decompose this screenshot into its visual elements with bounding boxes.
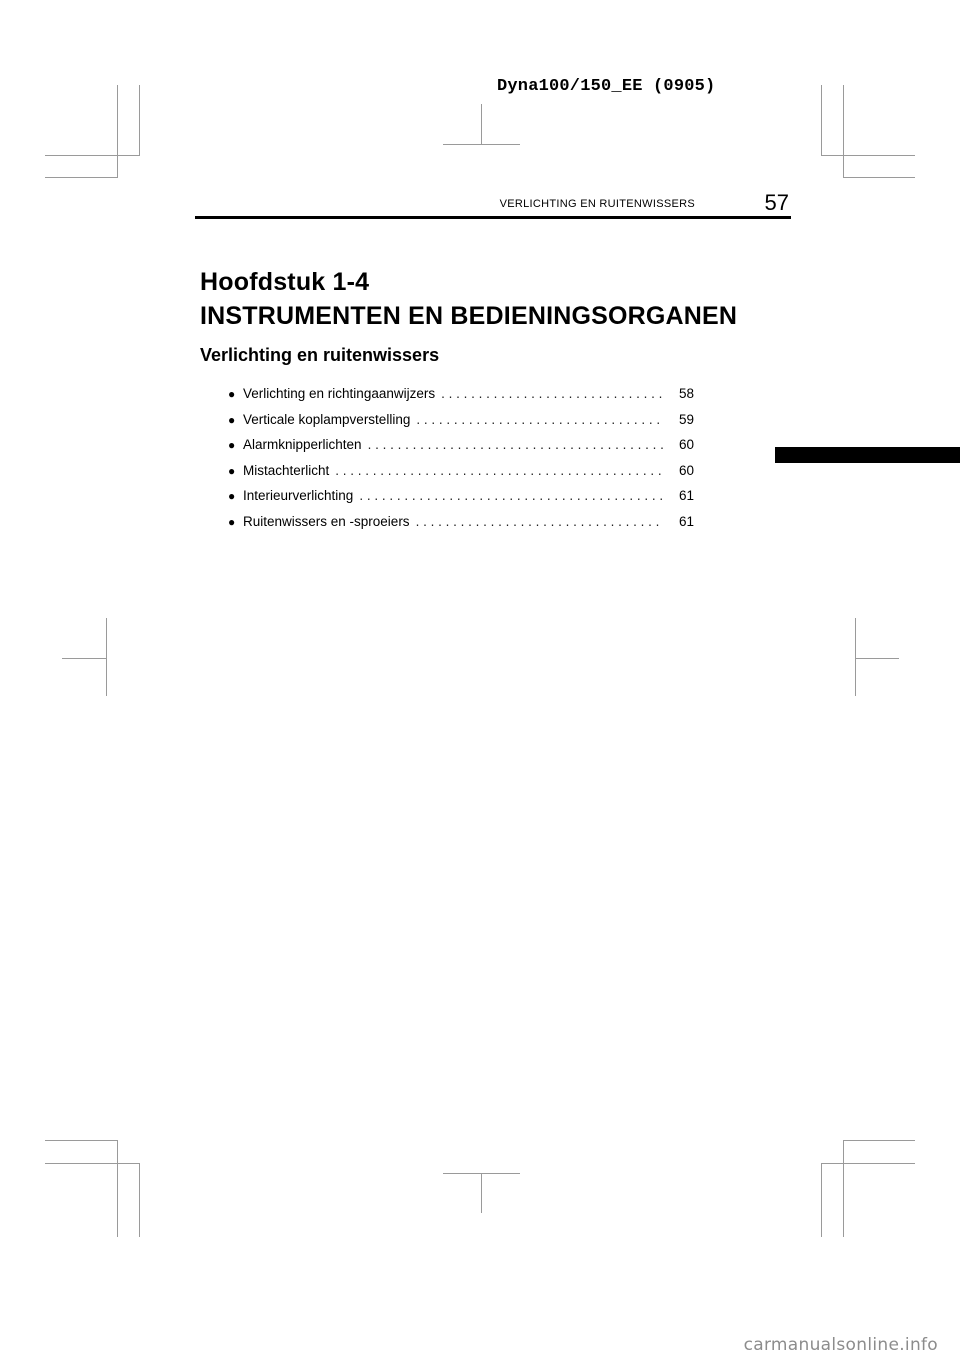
crop-mark	[45, 177, 117, 178]
crop-mark	[443, 144, 520, 145]
running-header-section: VERLICHTING EN RUITENWISSERS	[499, 198, 695, 210]
crop-mark	[45, 1140, 117, 1141]
toc-item-page: 61	[678, 488, 694, 504]
chapter-title: INSTRUMENTEN EN BEDIENINGSORGANEN	[200, 302, 738, 330]
header-rule	[195, 216, 791, 219]
crop-mark	[45, 1163, 139, 1164]
toc-item[interactable]	[228, 386, 694, 412]
crop-mark	[855, 618, 856, 696]
toc-item[interactable]	[228, 463, 694, 489]
bullet-icon: ●	[228, 387, 236, 401]
crop-mark	[843, 1140, 915, 1141]
bullet-icon: ●	[228, 412, 236, 427]
crop-mark	[139, 1163, 140, 1237]
bullet-icon: ●	[228, 489, 236, 504]
crop-mark	[106, 618, 107, 696]
chapter-thumb-tab	[775, 447, 960, 463]
chapter-number: Hoofdstuk 1-4	[200, 268, 370, 296]
toc-item-page: 60	[678, 462, 694, 478]
toc-item-label: Ruitenwissers en -sproeiers	[243, 513, 410, 529]
bullet-icon: ●	[228, 514, 236, 529]
crop-mark	[117, 1140, 118, 1237]
crop-mark	[843, 177, 915, 178]
toc-item[interactable]	[228, 412, 694, 438]
dot-leader	[335, 463, 664, 478]
crop-mark	[821, 155, 915, 156]
toc-item-page: 58	[678, 386, 694, 401]
toc-item-page: 61	[678, 513, 694, 529]
toc-item[interactable]	[228, 514, 694, 540]
toc-item-page: 59	[678, 411, 694, 427]
crop-mark	[62, 658, 106, 659]
document-id: Dyna100/150_EE (0905)	[497, 77, 716, 96]
dot-leader	[416, 514, 664, 529]
crop-mark	[843, 85, 844, 178]
crop-mark	[481, 104, 482, 144]
toc-item-page: 60	[678, 437, 694, 453]
toc-item[interactable]	[228, 437, 694, 463]
watermark: carmanualsonline.info	[743, 1335, 938, 1355]
dot-leader	[441, 386, 664, 401]
toc-item-label: Interieurverlichting	[243, 488, 354, 504]
toc-item-label: Mistachterlicht	[243, 462, 330, 478]
crop-mark	[45, 155, 139, 156]
crop-mark	[821, 85, 822, 156]
section-title: Verlichting en ruitenwissers	[200, 345, 440, 365]
bullet-icon: ●	[228, 438, 236, 453]
dot-leader	[359, 488, 664, 503]
crop-mark	[821, 1163, 915, 1164]
toc-item-label: Verticale koplampverstelling	[243, 411, 411, 427]
page-number: 57	[764, 190, 789, 215]
crop-mark	[855, 658, 899, 659]
toc-item-label: Alarmknipperlichten	[243, 437, 362, 453]
crop-mark	[481, 1173, 482, 1213]
toc-item[interactable]	[228, 488, 694, 514]
bullet-icon: ●	[228, 463, 236, 478]
crop-mark	[843, 1140, 844, 1237]
dot-leader	[368, 437, 664, 452]
dot-leader	[416, 412, 664, 427]
crop-mark	[821, 1163, 822, 1237]
crop-mark	[117, 85, 118, 178]
crop-mark	[139, 85, 140, 156]
table-of-contents	[228, 386, 694, 540]
toc-item-label: Verlichting en richtingaanwijzers	[243, 386, 436, 401]
